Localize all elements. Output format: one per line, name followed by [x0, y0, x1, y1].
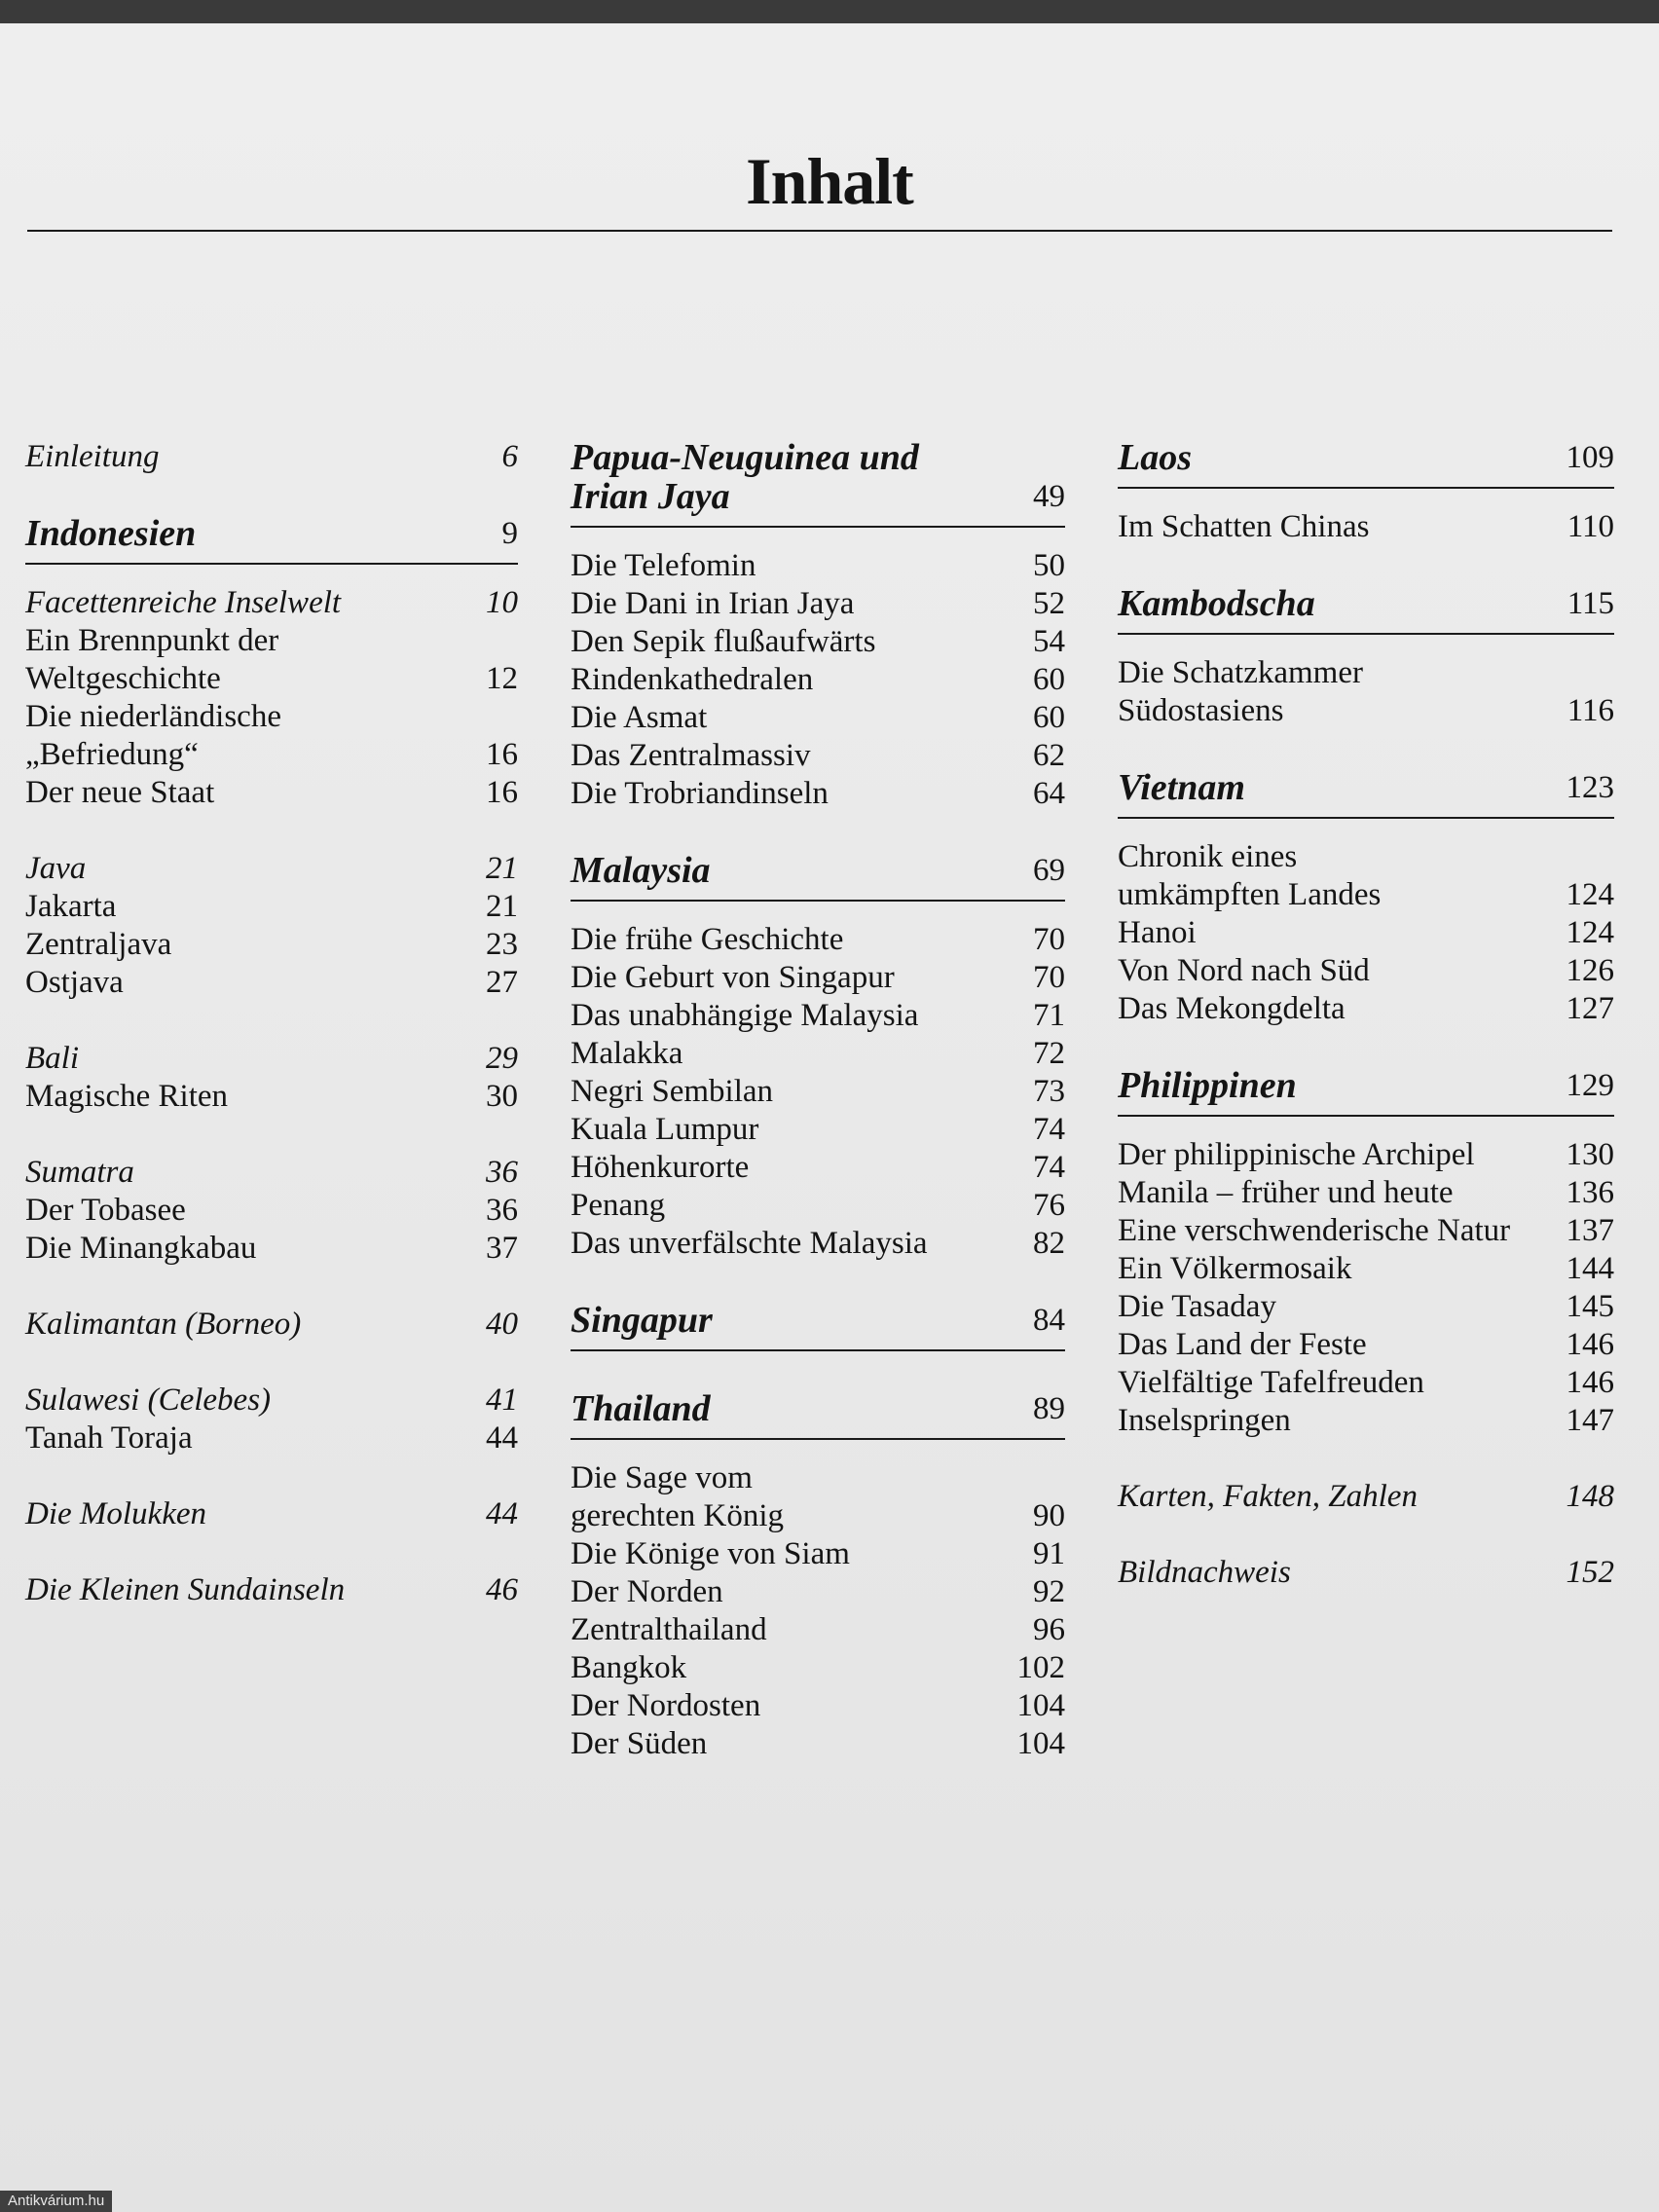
toc-entry-title: Die niederländische: [25, 699, 281, 734]
section-title: [1118, 1066, 1546, 1105]
toc-section: [571, 1389, 1065, 1763]
toc-entry: [25, 622, 518, 660]
toc-section: [1118, 438, 1614, 546]
toc-entry-page: 16: [486, 737, 518, 772]
toc-entry: [571, 1035, 1065, 1073]
toc-entry: [25, 1306, 518, 1344]
toc-section: [25, 1495, 518, 1533]
toc-entry-page: 70: [1033, 922, 1065, 957]
toc-entry: [1118, 1326, 1614, 1364]
toc-entry-title: Weltgeschichte: [25, 661, 221, 696]
toc-entry: [25, 1154, 518, 1192]
toc-entry-title: Die Telefomin: [571, 548, 756, 583]
toc-entry-page: 146: [1566, 1327, 1614, 1362]
toc-entry: [25, 1230, 518, 1268]
toc-section: [25, 1040, 518, 1116]
toc-entry: [1118, 692, 1614, 730]
toc-entry-title: Die frühe Geschichte: [571, 922, 844, 957]
toc-entry-title: Der philippinische Archipel: [1118, 1137, 1475, 1172]
toc-entry: [571, 1725, 1065, 1763]
toc-entry-page: 91: [1033, 1536, 1065, 1571]
toc-entry-page: 54: [1033, 624, 1065, 659]
toc-entry-title: Die Schatzkammer: [1118, 655, 1363, 690]
section-page-number: 115: [1567, 586, 1614, 621]
toc-entry-title: Rindenkathedralen: [571, 662, 814, 697]
watermark: Antikvárium.hu: [0, 2191, 112, 2212]
toc-entry: [571, 661, 1065, 699]
toc-section: [1118, 1478, 1614, 1516]
toc-entry-title: Hanoi: [1118, 915, 1197, 950]
toc-entry: [1118, 1478, 1614, 1516]
toc-entry-title: Höhenkurorte: [571, 1150, 750, 1185]
toc-entry: [25, 584, 518, 622]
toc-entry-title: Im Schatten Chinas: [1118, 509, 1370, 544]
toc-entry: [571, 1187, 1065, 1225]
toc-entry: [25, 1040, 518, 1078]
toc-entry-title: Ein Brennpunkt der: [25, 623, 279, 658]
toc-entry-title: Ostjava: [25, 965, 124, 1000]
toc-entry-title: Die Molukken: [25, 1496, 206, 1531]
toc-section: [571, 851, 1065, 1263]
toc-entry-page: 130: [1566, 1137, 1614, 1172]
toc-entry-title: Einleitung: [25, 439, 160, 474]
toc-section: [25, 1571, 518, 1609]
toc-entry-title: Karten, Fakten, Zahlen: [1118, 1479, 1418, 1514]
section-title: [571, 1301, 997, 1340]
toc-entry: [571, 1687, 1065, 1725]
toc-entry-page: 70: [1033, 960, 1065, 995]
toc-section: [25, 514, 518, 812]
toc-entry-title: Sulawesi (Celebes): [25, 1382, 272, 1418]
toc-entry: [25, 1078, 518, 1116]
toc-entry-page: 136: [1566, 1175, 1614, 1210]
toc-entry: [1118, 1554, 1614, 1592]
toc-entry-page: 60: [1033, 700, 1065, 735]
toc-entry-title: Magische Riten: [25, 1079, 229, 1114]
toc-entry: [1118, 508, 1614, 546]
toc-entry-title: Bildnachweis: [1118, 1555, 1291, 1590]
section-page-number: 109: [1566, 440, 1614, 475]
toc-entry-page: 104: [1016, 1726, 1065, 1761]
toc-entry: [25, 736, 518, 774]
toc-entry: [571, 1073, 1065, 1111]
section-title-line: Laos: [1118, 437, 1192, 478]
toc-entry-page: 30: [486, 1079, 518, 1114]
toc-entry-page: 92: [1033, 1574, 1065, 1609]
section-page-number: 89: [1033, 1391, 1065, 1426]
toc-entry-page: 52: [1033, 586, 1065, 621]
toc-entry-page: 124: [1566, 877, 1614, 912]
toc-entry-page: 21: [486, 889, 518, 924]
toc-column-1: [25, 438, 518, 1647]
toc-entry-title: Chronik eines: [1118, 839, 1298, 874]
section-title: [571, 1389, 997, 1428]
section-title: [25, 514, 450, 553]
toc-entry: [571, 699, 1065, 737]
section-title-line: Kambodscha: [1118, 583, 1315, 624]
toc-section: [1118, 768, 1614, 1028]
toc-entry-title: „Befriedung“: [25, 737, 199, 772]
toc-entry-page: 76: [1033, 1188, 1065, 1223]
toc-entry: [571, 1497, 1065, 1535]
toc-entry: [571, 959, 1065, 997]
section-title-line: Malaysia: [571, 850, 711, 891]
toc-entry: [571, 1225, 1065, 1263]
top-edge: [0, 0, 1659, 23]
toc-section: [25, 1154, 518, 1268]
toc-entry-title: Penang: [571, 1188, 666, 1223]
toc-entry: [571, 1611, 1065, 1649]
toc-entry-title: Die Kleinen Sundainseln: [25, 1572, 346, 1607]
toc-entry-title: Jakarta: [25, 889, 117, 924]
section-heading: [1118, 438, 1614, 489]
toc-entry-page: 60: [1033, 662, 1065, 697]
toc-entry-page: 41: [486, 1382, 518, 1418]
toc-section: [25, 438, 518, 476]
toc-entry-page: 152: [1566, 1555, 1614, 1590]
section-title: [571, 438, 997, 516]
toc-entry-page: 46: [486, 1572, 518, 1607]
toc-entry: [25, 1495, 518, 1533]
section-page-number: 129: [1566, 1068, 1614, 1103]
section-page-number: 9: [501, 516, 518, 551]
section-page-number: 123: [1566, 770, 1614, 805]
toc-entry-title: Inselspringen: [1118, 1403, 1291, 1438]
toc-entry-page: 116: [1567, 693, 1614, 728]
toc-entry-page: 10: [486, 585, 518, 620]
section-title: [1118, 438, 1546, 477]
section-title-line: Indonesien: [25, 513, 197, 554]
toc-entry-page: 40: [486, 1307, 518, 1342]
toc-entry-title: umkämpften Landes: [1118, 877, 1382, 912]
section-page-number: 49: [1033, 479, 1065, 514]
toc-entry-title: Das unverfälschte Malaysia: [571, 1226, 928, 1261]
toc-entry-title: Die Minangkabau: [25, 1231, 257, 1266]
toc-entry-title: Manila – früher und heute: [1118, 1175, 1454, 1210]
toc-entry-title: Vielfältige Tafelfreuden: [1118, 1365, 1424, 1400]
toc-entry-title: Den Sepik flußaufwärts: [571, 624, 876, 659]
toc-entry-title: Die Sage vom: [571, 1460, 753, 1495]
toc-entry-page: 6: [501, 439, 518, 474]
toc-entry: [25, 926, 518, 964]
toc-entry-page: 74: [1033, 1150, 1065, 1185]
toc-section: [1118, 584, 1614, 730]
toc-section: [25, 1382, 518, 1457]
toc-entry-page: 90: [1033, 1498, 1065, 1533]
section-heading: [571, 851, 1065, 902]
toc-entry: [1118, 1250, 1614, 1288]
toc-entry-page: 44: [486, 1420, 518, 1456]
toc-section: [1118, 1554, 1614, 1592]
toc-entry-page: 23: [486, 927, 518, 962]
toc-entry-title: Ein Völkermosaik: [1118, 1251, 1352, 1286]
section-title: [571, 851, 997, 890]
toc-entry: [1118, 952, 1614, 990]
toc-entry-page: 73: [1033, 1074, 1065, 1109]
toc-entry: [1118, 914, 1614, 952]
toc-entry: [571, 1535, 1065, 1573]
toc-entry-page: 72: [1033, 1036, 1065, 1071]
toc-entry-page: 62: [1033, 738, 1065, 773]
toc-entry-page: 12: [486, 661, 518, 696]
toc-entry: [1118, 1364, 1614, 1402]
toc-entry-title: Kalimantan (Borneo): [25, 1307, 302, 1342]
toc-entry-title: Der Norden: [571, 1574, 723, 1609]
toc-entry: [571, 1149, 1065, 1187]
toc-entry-page: 27: [486, 965, 518, 1000]
toc-entry: [25, 660, 518, 698]
toc-entry-page: 50: [1033, 548, 1065, 583]
toc-entry-title: Negri Sembilan: [571, 1074, 774, 1109]
section-heading: [1118, 768, 1614, 819]
toc-entry-title: Das Land der Feste: [1118, 1327, 1367, 1362]
toc-entry-page: 104: [1016, 1688, 1065, 1723]
toc-entry-title: gerechten König: [571, 1498, 784, 1533]
toc-entry: [25, 774, 518, 812]
toc-entry: [1118, 1174, 1614, 1212]
toc-entry: [25, 1571, 518, 1609]
toc-entry-page: 110: [1567, 509, 1614, 544]
toc-entry-title: Bali: [25, 1041, 79, 1076]
toc-entry-page: 137: [1566, 1213, 1614, 1248]
toc-entry-title: Der neue Staat: [25, 775, 215, 810]
toc-entry-title: Tanah Toraja: [25, 1420, 193, 1456]
toc-entry: [25, 888, 518, 926]
toc-entry-title: Das unabhängige Malaysia: [571, 998, 919, 1033]
toc-entry-title: Kuala Lumpur: [571, 1112, 759, 1147]
section-title-line: Irian Jaya: [571, 476, 730, 517]
toc-entry-page: 127: [1566, 991, 1614, 1026]
toc-entry: [571, 1649, 1065, 1687]
toc-entry-page: 145: [1566, 1289, 1614, 1324]
toc-column-2: [571, 438, 1065, 1801]
toc-entry: [571, 1573, 1065, 1611]
toc-entry: [571, 997, 1065, 1035]
section-page-number: 69: [1033, 853, 1065, 888]
toc-entry: [571, 737, 1065, 775]
section-title-line: Singapur: [571, 1300, 713, 1341]
toc-entry-page: 74: [1033, 1112, 1065, 1147]
toc-entry-page: 16: [486, 775, 518, 810]
toc-entry-title: Facettenreiche Inselwelt: [25, 585, 342, 620]
toc-entry: [1118, 990, 1614, 1028]
toc-entry: [571, 547, 1065, 585]
toc-entry-title: Sumatra: [25, 1155, 134, 1190]
toc-entry: [571, 623, 1065, 661]
toc-entry: [1118, 876, 1614, 914]
toc-entry-title: Java: [25, 851, 87, 886]
section-heading: [25, 514, 518, 565]
toc-entry: [25, 698, 518, 736]
toc-entry-page: 29: [486, 1041, 518, 1076]
toc-section: [571, 1301, 1065, 1351]
toc-section: [25, 850, 518, 1002]
toc-entry: [571, 775, 1065, 813]
toc-entry-title: Das Mekongdelta: [1118, 991, 1346, 1026]
toc-entry-title: Die Trobriandinseln: [571, 776, 829, 811]
toc-entry-page: 21: [486, 851, 518, 886]
toc-entry-title: Die Asmat: [571, 700, 708, 735]
toc-entry: [571, 1111, 1065, 1149]
section-heading: [571, 1301, 1065, 1351]
toc-entry-page: 71: [1033, 998, 1065, 1033]
toc-entry-page: 102: [1016, 1650, 1065, 1685]
toc-entry: [25, 438, 518, 476]
toc-entry-title: Der Tobasee: [25, 1193, 186, 1228]
toc-entry-title: Bangkok: [571, 1650, 687, 1685]
section-title-line: Philippinen: [1118, 1065, 1297, 1106]
toc-entry: [571, 921, 1065, 959]
toc-entry-title: Die Dani in Irian Jaya: [571, 586, 855, 621]
section-page-number: 84: [1033, 1303, 1065, 1338]
toc-entry: [1118, 654, 1614, 692]
page-title: Inhalt: [746, 144, 913, 218]
toc-entry-page: 124: [1566, 915, 1614, 950]
section-heading: [1118, 584, 1614, 635]
toc-entry-page: 148: [1566, 1479, 1614, 1514]
toc-entry: [1118, 1212, 1614, 1250]
toc-entry-title: Südostasiens: [1118, 693, 1284, 728]
title-rule: [27, 230, 1612, 232]
toc-section: [1118, 1066, 1614, 1440]
section-title-line: Thailand: [571, 1388, 711, 1429]
toc-entry: [25, 850, 518, 888]
toc-entry-title: Eine verschwenderische Natur: [1118, 1213, 1511, 1248]
toc-entry-title: Die Könige von Siam: [571, 1536, 850, 1571]
toc-entry: [1118, 1136, 1614, 1174]
toc-entry-title: Die Geburt von Singapur: [571, 960, 895, 995]
toc-entry-title: Von Nord nach Süd: [1118, 953, 1370, 988]
toc-entry-page: 146: [1566, 1365, 1614, 1400]
toc-entry-page: 44: [486, 1496, 518, 1531]
section-title-line: Vietnam: [1118, 767, 1245, 808]
toc-entry-page: 96: [1033, 1612, 1065, 1647]
toc-entry-title: Die Tasaday: [1118, 1289, 1276, 1324]
toc-entry: [25, 964, 518, 1002]
toc-entry: [571, 1459, 1065, 1497]
section-heading: [571, 1389, 1065, 1440]
toc-section: [25, 1306, 518, 1344]
toc-column-3: [1118, 438, 1614, 1630]
section-heading: [571, 438, 1065, 528]
toc-entry: [1118, 838, 1614, 876]
toc-section: [571, 438, 1065, 813]
toc-entry-title: Zentralthailand: [571, 1612, 767, 1647]
toc-entry-title: Malakka: [571, 1036, 683, 1071]
toc-entry-page: 147: [1566, 1403, 1614, 1438]
section-heading: [1118, 1066, 1614, 1117]
toc-entry-page: 64: [1033, 776, 1065, 811]
section-title-line: Papua-Neuguinea und: [571, 437, 919, 478]
toc-entry-page: 126: [1566, 953, 1614, 988]
section-title: [1118, 584, 1546, 623]
toc-entry: [571, 585, 1065, 623]
toc-entry: [25, 1192, 518, 1230]
toc-entry-page: 82: [1033, 1226, 1065, 1261]
section-title: [1118, 768, 1546, 807]
toc-entry-page: 36: [486, 1155, 518, 1190]
toc-entry: [25, 1382, 518, 1419]
toc-entry-title: Der Nordosten: [571, 1688, 761, 1723]
toc-entry-page: 144: [1566, 1251, 1614, 1286]
toc-entry: [1118, 1402, 1614, 1440]
toc-entry-title: Der Süden: [571, 1726, 708, 1761]
toc-entry-page: 36: [486, 1193, 518, 1228]
toc-entry: [25, 1419, 518, 1457]
toc-entry-title: Das Zentralmassiv: [571, 738, 811, 773]
toc-entry-title: Zentraljava: [25, 927, 172, 962]
toc-entry-page: 37: [486, 1231, 518, 1266]
toc-entry: [1118, 1288, 1614, 1326]
